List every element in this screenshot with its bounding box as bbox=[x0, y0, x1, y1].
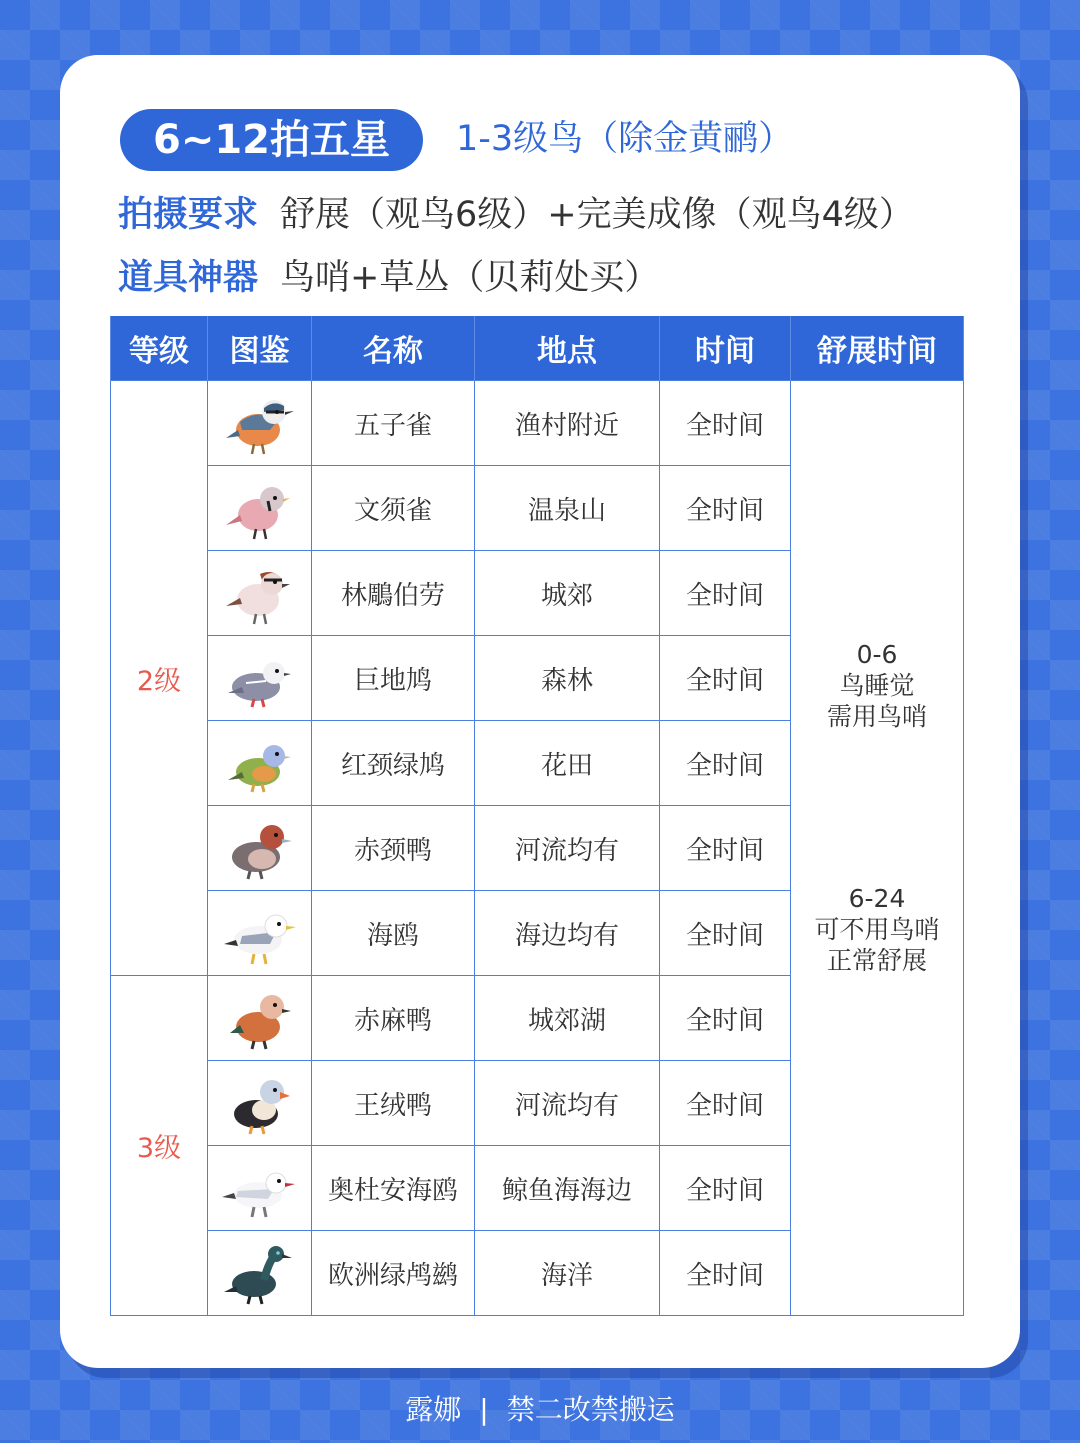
king-eider-icon bbox=[220, 1066, 300, 1140]
level-cell: 2级 bbox=[111, 381, 208, 976]
rest-range-night: 0-6 bbox=[856, 640, 898, 669]
rest-time-night bbox=[791, 639, 963, 732]
bird-place: 城郊湖 bbox=[475, 976, 660, 1061]
rest-note-normal: 正常舒展 bbox=[826, 946, 927, 975]
footer-notice: 禁二改禁搬运 bbox=[506, 1393, 675, 1426]
rest-note-no-whistle: 可不用鸟哨 bbox=[814, 915, 940, 944]
bird-name: 五子雀 bbox=[312, 381, 475, 466]
tools-value: 鸟哨+草丛（贝莉处买） bbox=[280, 258, 660, 298]
bird-time: 全时间 bbox=[660, 1146, 791, 1231]
rest-note-whistle: 需用鸟哨 bbox=[826, 702, 927, 731]
picture-cell bbox=[208, 721, 312, 806]
requirement-row bbox=[118, 190, 914, 240]
bird-name: 巨地鸠 bbox=[312, 636, 475, 721]
footer bbox=[0, 1390, 1080, 1430]
bird-time: 全时间 bbox=[660, 806, 791, 891]
shrike-icon bbox=[220, 556, 300, 630]
bird-name: 赤颈鸭 bbox=[312, 806, 475, 891]
level-cell: 3级 bbox=[111, 976, 208, 1316]
bird-place: 渔村附近 bbox=[475, 381, 660, 466]
header-place: 地点 bbox=[475, 316, 660, 381]
picture-cell bbox=[208, 976, 312, 1061]
footer-separator: | bbox=[479, 1393, 489, 1426]
picture-cell bbox=[208, 636, 312, 721]
header-rest-time: 舒展时间 bbox=[791, 316, 964, 381]
audouins-gull-icon bbox=[220, 1151, 300, 1225]
bearded-reedling-icon bbox=[220, 471, 300, 545]
bird-time: 全时间 bbox=[660, 721, 791, 806]
table-row bbox=[111, 381, 964, 466]
header-picture: 图鉴 bbox=[208, 316, 312, 381]
bird-time: 全时间 bbox=[660, 1061, 791, 1146]
shag-icon bbox=[220, 1236, 300, 1310]
subtitle: 1-3级鸟（除金黄鹂） bbox=[456, 119, 794, 159]
requirement-label: 拍摄要求 bbox=[118, 195, 259, 235]
ground-dove-icon bbox=[220, 641, 300, 715]
picture-cell bbox=[208, 1231, 312, 1316]
bird-time: 全时间 bbox=[660, 381, 791, 466]
picture-cell bbox=[208, 551, 312, 636]
header-time: 时间 bbox=[660, 316, 791, 381]
bird-place: 河流均有 bbox=[475, 1061, 660, 1146]
bird-time: 全时间 bbox=[660, 466, 791, 551]
bird-place: 海洋 bbox=[475, 1231, 660, 1316]
rest-range-day: 6-24 bbox=[848, 884, 906, 913]
bird-place: 海边均有 bbox=[475, 891, 660, 976]
ruddy-shelduck-icon bbox=[220, 981, 300, 1055]
green-pigeon-icon bbox=[220, 726, 300, 800]
bird-name: 王绒鸭 bbox=[312, 1061, 475, 1146]
picture-cell bbox=[208, 1146, 312, 1231]
bird-name: 海鸥 bbox=[312, 891, 475, 976]
rest-note-sleep: 鸟睡觉 bbox=[839, 671, 915, 700]
picture-cell bbox=[208, 466, 312, 551]
bird-place: 温泉山 bbox=[475, 466, 660, 551]
nuthatch-icon bbox=[220, 386, 300, 460]
bird-time: 全时间 bbox=[660, 891, 791, 976]
wigeon-icon bbox=[220, 811, 300, 885]
picture-cell bbox=[208, 1061, 312, 1146]
bird-name: 林鵰伯劳 bbox=[312, 551, 475, 636]
bird-name: 奥杜安海鸥 bbox=[312, 1146, 475, 1231]
requirement-value: 舒展（观鸟6级）+完美成像（观鸟4级） bbox=[280, 195, 914, 235]
bird-place: 城郊 bbox=[475, 551, 660, 636]
picture-cell bbox=[208, 806, 312, 891]
bird-name: 赤麻鸭 bbox=[312, 976, 475, 1061]
picture-cell bbox=[208, 891, 312, 976]
rest-time-day bbox=[791, 883, 963, 976]
bird-time: 全时间 bbox=[660, 636, 791, 721]
bird-name: 红颈绿鸠 bbox=[312, 721, 475, 806]
header-name: 名称 bbox=[312, 316, 475, 381]
bird-table bbox=[110, 316, 963, 1316]
title-badge: 6~12拍五星 bbox=[120, 109, 423, 171]
table-header-row bbox=[111, 316, 964, 381]
picture-cell bbox=[208, 381, 312, 466]
bird-time: 全时间 bbox=[660, 551, 791, 636]
bird-place: 河流均有 bbox=[475, 806, 660, 891]
gull-icon bbox=[220, 896, 300, 970]
bird-name: 欧洲绿鸬鹚 bbox=[312, 1231, 475, 1316]
tools-row bbox=[118, 253, 659, 303]
bird-name: 文须雀 bbox=[312, 466, 475, 551]
bird-place: 森林 bbox=[475, 636, 660, 721]
bird-time: 全时间 bbox=[660, 1231, 791, 1316]
bird-time: 全时间 bbox=[660, 976, 791, 1061]
header-level: 等级 bbox=[111, 316, 208, 381]
tools-label: 道具神器 bbox=[118, 258, 259, 298]
rest-time-cell bbox=[791, 381, 964, 1316]
bird-place: 鲸鱼海海边 bbox=[475, 1146, 660, 1231]
bird-place: 花田 bbox=[475, 721, 660, 806]
footer-author: 露娜 bbox=[405, 1393, 462, 1426]
